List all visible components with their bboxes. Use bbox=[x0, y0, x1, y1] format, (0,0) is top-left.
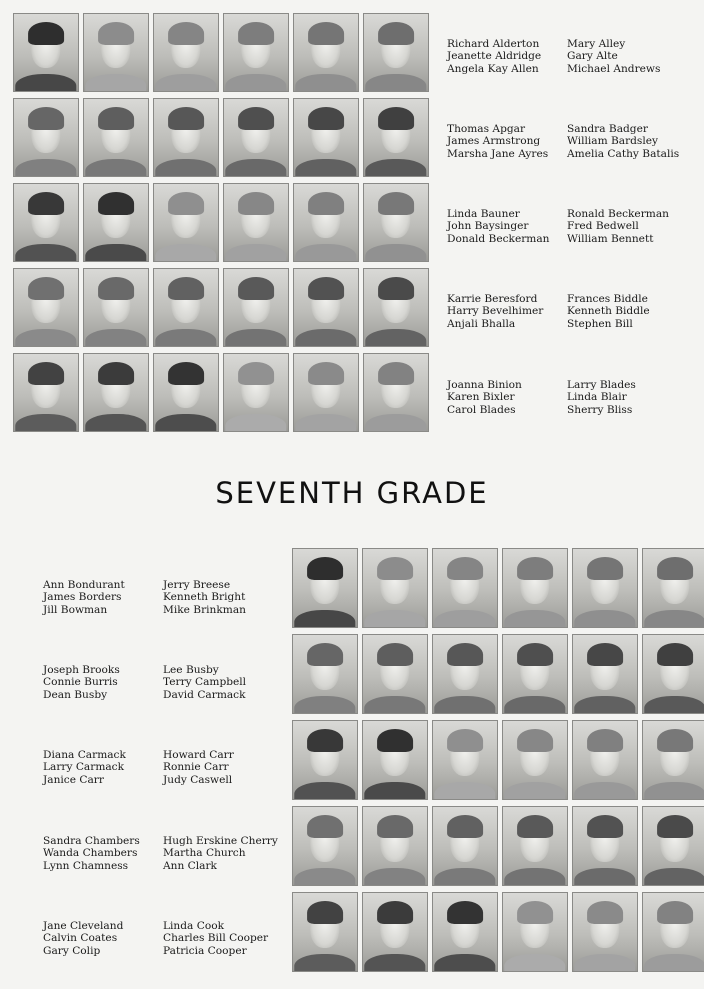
student-name: Fred Bedwell bbox=[567, 220, 639, 233]
student-portrait bbox=[363, 183, 429, 262]
student-name: Hugh Erskine Cherry bbox=[163, 835, 278, 847]
student-portrait bbox=[292, 806, 358, 886]
student-name: Marsha Jane Ayres bbox=[447, 147, 549, 160]
student-name: Martha Church bbox=[163, 847, 246, 860]
student-name: Kenneth Biddle bbox=[567, 305, 650, 318]
student-portrait bbox=[363, 268, 429, 347]
student-portrait bbox=[153, 13, 219, 92]
name-column bbox=[163, 579, 246, 616]
student-name: Karrie Beresford bbox=[447, 293, 538, 305]
student-portrait bbox=[293, 353, 359, 432]
student-portrait bbox=[363, 98, 429, 177]
name-column bbox=[447, 208, 549, 245]
student-portrait bbox=[502, 548, 568, 628]
student-portrait bbox=[572, 806, 638, 886]
bottom-photo-grid bbox=[292, 548, 704, 972]
student-name: Anjali Bhalla bbox=[447, 317, 516, 330]
student-name: Angela Kay Allen bbox=[447, 62, 539, 75]
student-portrait bbox=[153, 98, 219, 177]
student-name: Sandra Chambers bbox=[43, 835, 140, 847]
student-portrait bbox=[642, 720, 704, 800]
student-name: Sandra Badger bbox=[567, 123, 648, 135]
name-column bbox=[567, 38, 660, 75]
student-portrait bbox=[292, 548, 358, 628]
student-portrait bbox=[292, 720, 358, 800]
student-portrait bbox=[223, 98, 289, 177]
student-portrait bbox=[362, 892, 428, 972]
name-column bbox=[163, 835, 278, 872]
student-portrait bbox=[83, 268, 149, 347]
student-name: Jill Bowman bbox=[43, 603, 108, 616]
student-name: John Baysinger bbox=[447, 220, 529, 233]
student-portrait bbox=[13, 183, 79, 262]
student-name: Karen Bixler bbox=[447, 391, 515, 404]
student-portrait bbox=[83, 13, 149, 92]
student-portrait bbox=[432, 720, 498, 800]
student-name: Michael Andrews bbox=[567, 62, 661, 75]
student-portrait bbox=[362, 806, 428, 886]
student-name: Janice Carr bbox=[43, 773, 104, 786]
student-name: Amelia Cathy Batalis bbox=[567, 147, 680, 160]
student-name: Ann Clark bbox=[163, 859, 217, 872]
student-portrait bbox=[642, 892, 704, 972]
student-name: Joanna Binion bbox=[447, 379, 522, 391]
name-column bbox=[567, 379, 636, 416]
student-name: Gary Colip bbox=[43, 944, 101, 957]
student-name: Donald Beckerman bbox=[447, 232, 550, 245]
name-column bbox=[43, 579, 125, 616]
student-name: Terry Campbell bbox=[163, 676, 247, 689]
student-portrait bbox=[13, 353, 79, 432]
student-name: David Carmack bbox=[163, 688, 246, 701]
student-portrait bbox=[502, 806, 568, 886]
student-name: Dean Busby bbox=[43, 688, 108, 701]
name-column bbox=[43, 835, 140, 872]
student-portrait bbox=[153, 268, 219, 347]
student-portrait bbox=[153, 183, 219, 262]
student-portrait bbox=[363, 13, 429, 92]
name-column bbox=[43, 664, 120, 701]
name-column bbox=[43, 920, 123, 957]
student-portrait bbox=[293, 183, 359, 262]
student-name: Stephen Bill bbox=[567, 317, 633, 330]
student-name: William Bennett bbox=[567, 232, 654, 245]
student-portrait bbox=[292, 892, 358, 972]
student-portrait bbox=[223, 183, 289, 262]
student-portrait bbox=[502, 634, 568, 714]
student-portrait bbox=[363, 353, 429, 432]
student-name: Patricia Cooper bbox=[163, 944, 247, 957]
student-portrait bbox=[642, 548, 704, 628]
name-column bbox=[163, 664, 246, 701]
student-name: Jerry Breese bbox=[163, 579, 231, 591]
student-name: Mary Alley bbox=[567, 38, 626, 50]
student-portrait bbox=[432, 806, 498, 886]
student-name: Judy Caswell bbox=[163, 773, 233, 786]
student-portrait bbox=[223, 353, 289, 432]
student-name: Lynn Chamness bbox=[43, 859, 129, 872]
student-name: Connie Burris bbox=[43, 676, 118, 689]
student-portrait bbox=[83, 183, 149, 262]
student-portrait bbox=[362, 720, 428, 800]
student-name: Sherry Bliss bbox=[567, 403, 633, 416]
top-photo-grid bbox=[13, 13, 429, 432]
student-portrait bbox=[432, 548, 498, 628]
student-name: Carol Blades bbox=[447, 403, 516, 416]
student-name: Linda Bauner bbox=[447, 208, 520, 220]
student-portrait bbox=[502, 720, 568, 800]
student-name: Charles Bill Cooper bbox=[163, 932, 269, 945]
student-name: Larry Blades bbox=[567, 379, 636, 391]
student-name: Frances Biddle bbox=[567, 293, 648, 305]
student-portrait bbox=[293, 268, 359, 347]
student-name: James Armstrong bbox=[447, 135, 541, 148]
student-name: Lee Busby bbox=[163, 664, 219, 676]
student-name: Wanda Chambers bbox=[43, 847, 138, 860]
student-portrait bbox=[572, 720, 638, 800]
student-portrait bbox=[642, 634, 704, 714]
student-portrait bbox=[13, 98, 79, 177]
student-name: Jane Cleveland bbox=[43, 920, 124, 932]
student-portrait bbox=[83, 353, 149, 432]
student-name: Ann Bondurant bbox=[43, 579, 125, 591]
student-name: James Borders bbox=[43, 591, 122, 604]
student-name: Joseph Brooks bbox=[43, 664, 120, 676]
student-name: Linda Blair bbox=[567, 391, 627, 404]
student-name: Ronald Beckerman bbox=[567, 208, 669, 220]
student-portrait bbox=[223, 268, 289, 347]
student-portrait bbox=[293, 13, 359, 92]
student-name: William Bardsley bbox=[567, 135, 659, 148]
student-name: Mike Brinkman bbox=[163, 603, 246, 616]
student-portrait bbox=[13, 268, 79, 347]
student-portrait bbox=[432, 634, 498, 714]
student-portrait bbox=[293, 98, 359, 177]
name-column bbox=[567, 123, 679, 160]
student-portrait bbox=[572, 892, 638, 972]
student-name: Gary Alte bbox=[567, 50, 618, 63]
name-column bbox=[43, 749, 126, 786]
section-title: SEVENTH GRADE bbox=[215, 476, 489, 510]
student-name: Thomas Apgar bbox=[447, 123, 526, 135]
name-column bbox=[163, 749, 234, 786]
student-portrait bbox=[502, 892, 568, 972]
student-name: Jeanette Aldridge bbox=[447, 50, 542, 63]
student-name: Linda Cook bbox=[163, 920, 224, 932]
student-portrait bbox=[432, 892, 498, 972]
student-name: Kenneth Bright bbox=[163, 591, 246, 604]
student-name: Ronnie Carr bbox=[163, 761, 229, 774]
student-name: Howard Carr bbox=[163, 749, 234, 761]
student-portrait bbox=[572, 634, 638, 714]
student-portrait bbox=[83, 98, 149, 177]
student-portrait bbox=[292, 634, 358, 714]
student-portrait bbox=[362, 548, 428, 628]
student-name: Calvin Coates bbox=[43, 932, 118, 945]
name-column bbox=[447, 379, 522, 416]
name-column bbox=[447, 123, 548, 160]
student-name: Richard Alderton bbox=[447, 38, 540, 50]
name-column bbox=[567, 293, 650, 330]
student-portrait bbox=[153, 353, 219, 432]
student-portrait bbox=[223, 13, 289, 92]
student-name: Harry Bevelhimer bbox=[447, 305, 544, 318]
student-name: Diana Carmack bbox=[43, 749, 126, 761]
student-portrait bbox=[13, 13, 79, 92]
name-column bbox=[447, 38, 541, 75]
name-column bbox=[567, 208, 669, 245]
student-portrait bbox=[362, 634, 428, 714]
name-column bbox=[163, 920, 268, 957]
student-portrait bbox=[642, 806, 704, 886]
student-portrait bbox=[572, 548, 638, 628]
student-name: Larry Carmack bbox=[43, 761, 125, 774]
name-column bbox=[447, 293, 543, 330]
